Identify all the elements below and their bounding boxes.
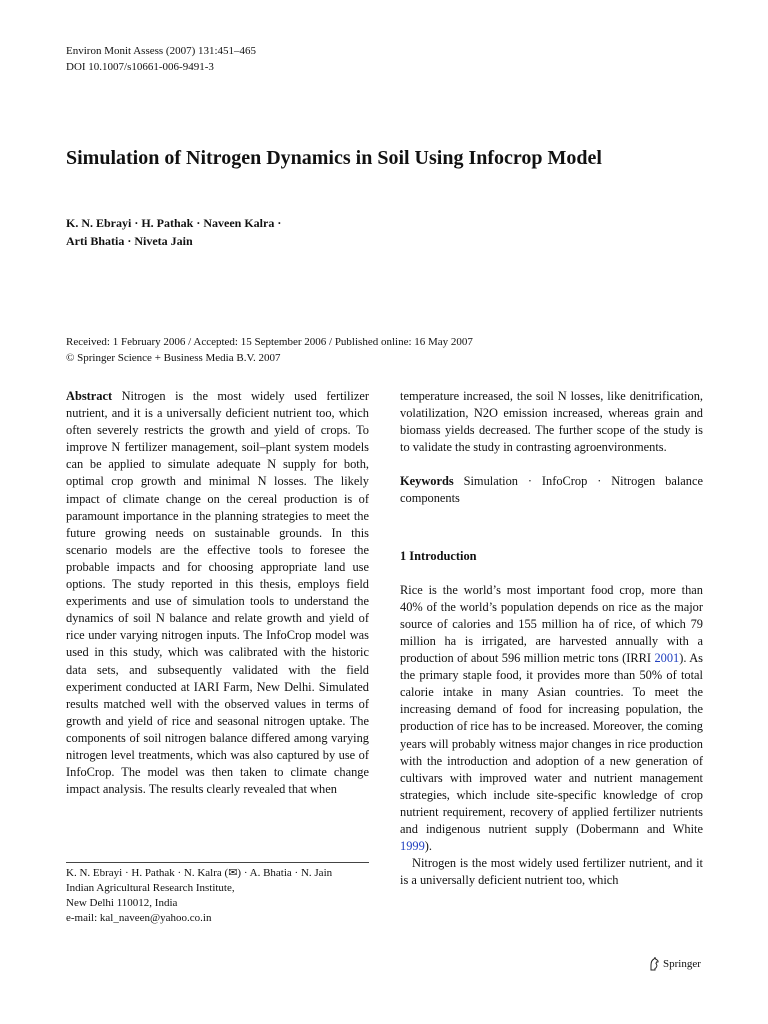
authors-line-1: K. N. Ebrayi · H. Pathak · Naveen Kalra · <box>66 216 282 230</box>
right-column <box>400 388 703 889</box>
doi: DOI 10.1007/s10661-006-9491-3 <box>66 61 214 73</box>
intro-paragraph-1 <box>400 582 703 856</box>
journal-info <box>66 43 256 75</box>
intro-p1-text-c: ). <box>424 839 433 854</box>
abstract-text-left: Nitrogen is the most widely used fertilizer nutrient, and it is a universally deficient nutrient too, which often severely restricts the growth and yield of crops. To improve N fertilizer management, soil–plant system models can be applied to simulate adequate N supply for both, optimal crop growth and minimal N losses. The likely impact of climate change on the cereal production is of paramount importance in the planning strategies to meet the future growing needs on sustainable grounds. In this scenario models are the effective tools to foresee the probable impacts and for choosing appropriate land use options. The study reported in this thesis, employs field experiments and use of simulation tools to understand the dynamics of soil N balance and relate growth and yield of rice under varying nitrogen inputs. The InfoCrop model was used in this study, which was calibrated with the historic data sets, and subsequently validated with the field experiment conducted at IARI Farm, New Delhi. Simulated results matched well with the observed values in terms of growth and yield of rice and seasonal nitrogen uptake. The components of soil nitrogen balance differed among varying nitrogen level treatments, which was also captured by use of InfoCrop. The model was then taken to climate change impact analysis. The results clearly revealed that when <box>66 389 369 797</box>
section-heading-introduction: 1 Introduction <box>400 548 477 563</box>
copyright: © Springer Science + Business Media B.V. 2007 <box>66 352 281 364</box>
abstract-continued: temperature increased, the soil N losses, like denitrification, volatilization, N2O emission increased, whereas grain and biomass yields decreased. The further scope of the study is to validate the study in contrasting agroenvironments. <box>400 389 703 455</box>
publisher-logo <box>648 957 701 971</box>
received-accepted-published: Received: 1 February 2006 / Accepted: 15 September 2006 / Published online: 16 May 2007 <box>66 336 473 348</box>
authors-line-2: Arti Bhatia · Niveta Jain <box>66 234 193 248</box>
journal-citation: Environ Monit Assess (2007) 131:451–465 <box>66 45 257 57</box>
article-title: Simulation of Nitrogen Dynamics in Soil Using Infocrop Model <box>66 147 602 169</box>
footnote-institute: Indian Agricultural Research Institute, <box>66 882 235 894</box>
citation-link-irri[interactable]: 2001 <box>654 651 680 666</box>
keywords-text: Simulation · InfoCrop · Nitrogen balance components <box>400 474 703 506</box>
abstract <box>66 388 369 798</box>
keywords-label: Keywords <box>400 474 454 489</box>
footnote-authors: K. N. Ebrayi · H. Pathak · N. Kalra (✉) · A. Bhatia · N. Jain <box>66 867 333 879</box>
publisher-name: Springer <box>663 958 701 970</box>
citation-link-dobermann[interactable]: 1999 <box>400 839 425 854</box>
left-column <box>66 388 369 798</box>
footnote-divider <box>66 862 369 863</box>
intro-p1-text-b: ). As the primary staple food, it provides more than 50% of total calorie intake in many Asian countries. To meet the increasing demand of food for increasing population, the production of rice has to be increased. Moreover, the coming years will probably witness major changes in rice production with the introduction and adoption of a new generation of cultivars with improved water and nutrient management strategies, which include site-specific knowledge of crop nutrient requirement, recovery of applied fertilizer nutrients and indigenous nutrient supply (Dobermann and White <box>400 651 703 836</box>
springer-horse-icon <box>648 957 660 971</box>
author-list <box>66 214 281 250</box>
footnote-email[interactable]: e-mail: kal_naveen@yahoo.co.in <box>66 912 212 924</box>
footnote-city: New Delhi 110012, India <box>66 897 178 909</box>
keywords <box>400 473 703 507</box>
author-affiliation-footnote <box>66 866 332 926</box>
intro-paragraph-2: Nitrogen is the most widely used fertilizer nutrient, and it is a universally deficient nutrient too, which <box>400 856 703 888</box>
intro-p1-text-a: Rice is the world’s most important food crop, more than 40% of the world’s population depends on rice as the major source of calories and 155 million ha of rice, of which 79 million ha is irrigated, are harvested annually with a production of about 596 million metric tons (IRRI <box>400 582 703 666</box>
publication-dates <box>66 334 473 366</box>
abstract-label: Abstract <box>66 389 113 403</box>
